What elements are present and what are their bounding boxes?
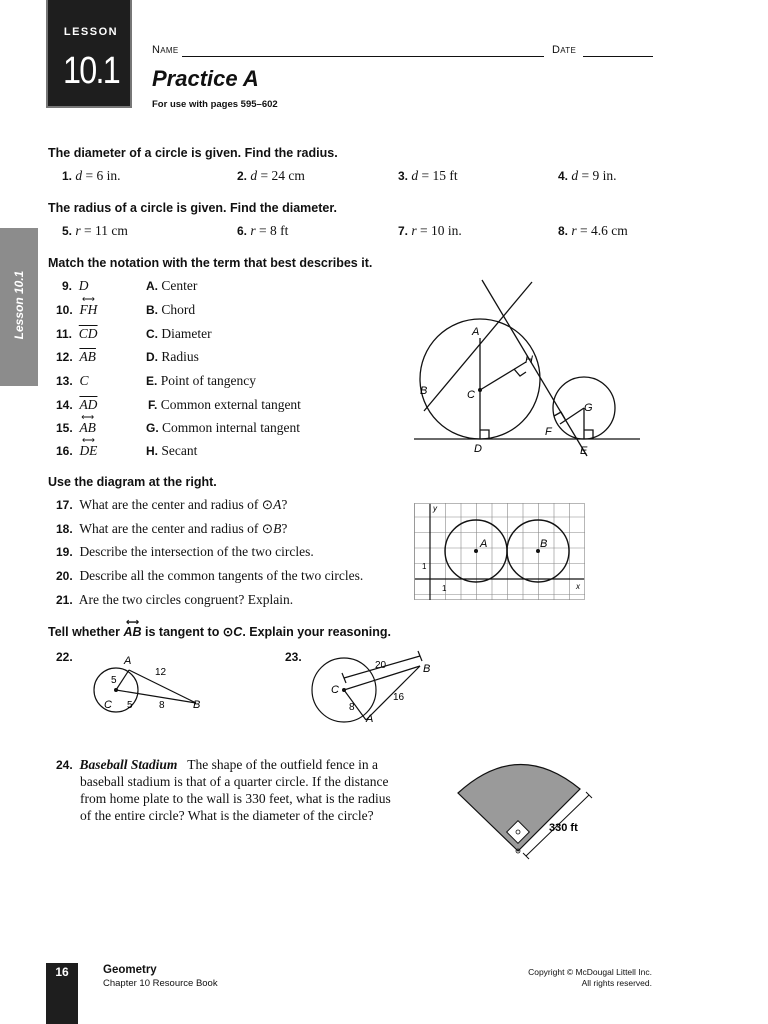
grid-label-a: A [480, 538, 488, 550]
problem-18: 18. What are the center and radius of ⊙B? [56, 521, 288, 536]
footer-copyright: Copyright © McDougal Littell Inc. [528, 967, 652, 977]
problem-22-number: 22. [56, 650, 73, 664]
right-angle-d [480, 430, 489, 439]
match-item-10: 10. ⟷ FH [56, 294, 98, 317]
page-number: 16 [55, 965, 69, 979]
side-tab-label: Lesson 10.1 [12, 270, 26, 340]
problem-17: 17. What are the center and radius of ⊙A? [56, 497, 288, 512]
page-subtitle: For use with pages 595–602 [152, 99, 278, 110]
p23-label-b: B [423, 663, 431, 675]
name-label: Name [152, 44, 179, 56]
right-angle-h [514, 369, 526, 376]
radius-ch [480, 362, 526, 390]
grid-label-y: y [433, 504, 437, 513]
secant-line [424, 282, 532, 411]
label-a: A [472, 326, 480, 338]
problem-5: 5. r = 11 cm [62, 223, 128, 238]
match-item-9: 9. D [62, 278, 89, 293]
match-item-14: 14. $\overline{AD}$ [56, 397, 98, 412]
term-h: H. Secant [146, 443, 198, 458]
side-tab [0, 228, 38, 386]
match-item-13: 13. C [56, 373, 89, 388]
grid-lines [414, 503, 585, 600]
center-c-dot [478, 388, 482, 392]
problem-7: 7. r = 10 in. [398, 223, 462, 238]
grid-label-one-x: 1 [442, 584, 447, 593]
problem-24-line-3: from home plate to the wall is 330 feet, what is the radius [80, 791, 391, 806]
match-item-16: 16. ⟷ DE [56, 435, 98, 458]
label-e: E [580, 445, 588, 457]
p23-label-c: C [331, 684, 339, 696]
page-title: Practice A [152, 66, 259, 91]
footer-rights: All rights reserved. [581, 978, 652, 988]
p22-label-8: 8 [159, 700, 165, 711]
term-f: F. Common external tangent [148, 397, 301, 412]
problem-24: 24. Baseball Stadium The shape of the outfield fence in a [56, 757, 379, 772]
term-c: C. Diameter [146, 326, 212, 341]
grid-border [415, 504, 585, 600]
problem-1: 1. d = 6 in. [62, 168, 121, 183]
p22-label-c: C [104, 699, 112, 711]
term-e: E. Point of tangency [146, 373, 256, 388]
problem-4: 4. d = 9 in. [558, 168, 617, 183]
stadium-distance-label: 330 ft [549, 822, 578, 834]
p23-label-8: 8 [349, 702, 355, 713]
term-g: G. Common internal tangent [146, 420, 301, 435]
date-line[interactable] [583, 56, 653, 57]
problem-3: 3. d = 15 ft [398, 168, 458, 183]
p22-label-a: A [124, 655, 132, 667]
diagram-heading: Use the diagram at the right. [48, 475, 217, 489]
problem-19: 19. Describe the intersection of the two circles. [56, 544, 314, 559]
problem-23-number: 23. [285, 650, 302, 664]
radius-heading: The diameter of a circle is given. Find the radius. [48, 146, 338, 160]
diameter-heading: The radius of a circle is given. Find the diameter. [48, 201, 337, 215]
date-label: Date [552, 44, 577, 56]
label-d: D [474, 443, 482, 455]
label-g: G [584, 402, 593, 414]
problem-22-figure [76, 650, 212, 716]
problem-20: 20. Describe all the common tangents of the two circles. [56, 568, 364, 583]
tangent-heading: Tell whether ⟷ AB is tangent to ⊙C. Explain your reasoning. [48, 617, 391, 639]
problem-24-line-2: baseball stadium is that of a quarter circle. If the distance [80, 774, 389, 789]
lesson-number: 10.1 [62, 50, 120, 92]
right-angle-f [554, 412, 565, 419]
p22-label-12: 12 [155, 667, 167, 678]
footer-book-title: Geometry [103, 964, 157, 976]
p23-label-20: 20 [375, 660, 387, 671]
p23-label-16: 16 [393, 692, 405, 703]
match-item-15: 15. ⟷ AB [56, 412, 96, 435]
p23-label-a: A [366, 713, 374, 725]
problem-6: 6. r = 8 ft [237, 223, 289, 238]
label-h: H [525, 354, 533, 366]
problem-23-figure [304, 650, 440, 728]
match-heading: Match the notation with the term that best describes it. [48, 256, 373, 270]
lesson-label: LESSON [63, 26, 119, 38]
match-item-12: 12. $\overline{AB}$ [56, 349, 96, 364]
center-a-dot [474, 549, 478, 553]
match-item-11: 11. $\overline{CD}$ [56, 326, 98, 341]
term-b: B. Chord [146, 302, 196, 317]
p22-label-b: B [193, 699, 201, 711]
problem-8: 8. r = 4.6 cm [558, 223, 628, 238]
p22-label-5a: 5 [111, 675, 117, 686]
label-c: C [467, 389, 475, 401]
grid-label-one-y: 1 [422, 562, 427, 571]
term-d: D. Radius [146, 349, 199, 364]
p22-label-5b: 5 [127, 700, 133, 711]
page-number-box [46, 963, 78, 1024]
lesson-badge [46, 0, 132, 108]
name-line[interactable] [182, 56, 544, 57]
label-b: B [420, 385, 428, 397]
label-f: F [545, 426, 552, 438]
baseball-stadium-figure [452, 760, 612, 860]
term-a: A. Center [146, 278, 198, 293]
common-internal-tangent [482, 280, 587, 456]
grid-label-x: x [576, 582, 580, 591]
circles-tangent-figure [410, 278, 650, 460]
problem-21: 21. Are the two circles congruent? Explain. [56, 592, 294, 607]
coordinate-grid-figure [414, 503, 586, 601]
problem-2: 2. d = 24 cm [237, 168, 305, 183]
footer-book-subtitle: Chapter 10 Resource Book [103, 978, 218, 989]
problem-24-line-4: of the entire circle? What is the diameter of the circle? [80, 808, 374, 823]
grid-label-b: B [540, 538, 548, 550]
